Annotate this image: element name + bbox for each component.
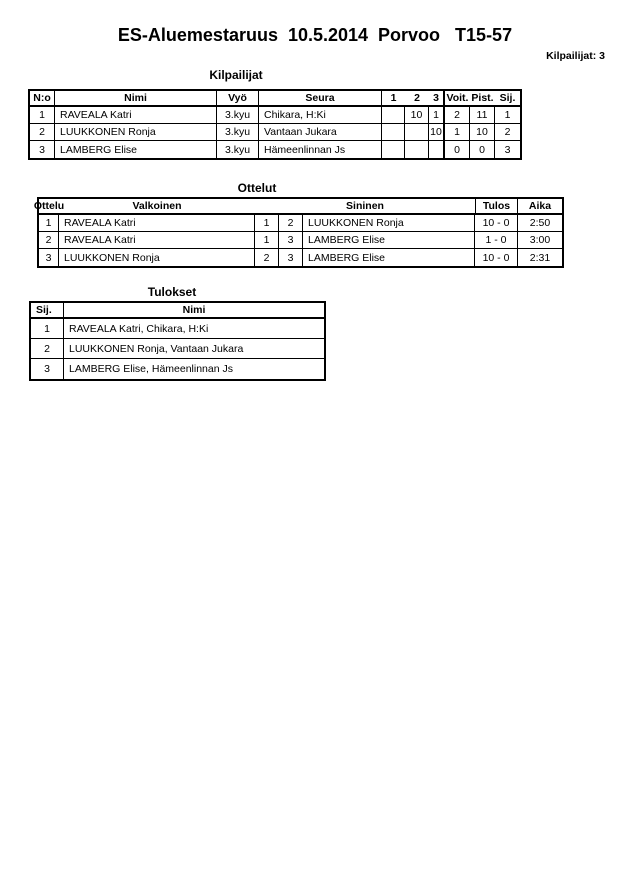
- cell-tulos: 10 - 0: [475, 215, 518, 232]
- cell-nimi: RAVEALA Katri: [55, 107, 217, 124]
- cell-sininen: LUUKKONEN Ronja: [303, 215, 475, 232]
- section-title-kilpailijat: Kilpailijat: [209, 68, 263, 82]
- kilpailijat-table: [28, 89, 522, 160]
- cell-nimi: LAMBERG Elise, Hämeenlinnan Js: [69, 363, 233, 375]
- column-header-sininen: Sininen: [255, 199, 475, 215]
- column-header-aika: Aika: [518, 199, 562, 215]
- ottelut-table: [33, 197, 564, 268]
- cell-pist: 0: [470, 141, 495, 158]
- cell-score-2: [405, 124, 429, 141]
- column-header-sij: Sij.: [495, 91, 520, 107]
- column-header-ottelu-label: Ottelu: [33, 200, 65, 212]
- cell-seura: Chikara, H:Ki: [259, 107, 382, 124]
- cell-seura: Hämeenlinnan Js: [259, 141, 382, 158]
- cell-match-no: 2: [39, 232, 59, 249]
- cell-sij: 2: [495, 124, 520, 141]
- column-header-3: 3: [429, 91, 445, 107]
- cell-sininen-number: 3: [279, 232, 303, 249]
- cell-pist: 10: [470, 124, 495, 141]
- cell-sininen-number: 3: [279, 249, 303, 266]
- cell-aika: 3:00: [518, 232, 562, 249]
- cell-aika: 2:31: [529, 251, 551, 264]
- section-title-tulokset: Tulokset: [147, 285, 197, 299]
- cell-no: 2: [30, 124, 55, 141]
- cell-nimi: LAMBERG Elise: [55, 141, 217, 158]
- cell-vyo: 3.kyu: [217, 124, 259, 141]
- cell-seura: Vantaan Jukara: [259, 124, 382, 141]
- cell-sij: 3: [31, 359, 64, 379]
- cell-nimi: RAVEALA Katri, Chikara, H:Ki: [64, 319, 324, 339]
- cell-valkoinen-number: 2: [255, 249, 279, 266]
- cell-aika: 2:50: [518, 215, 562, 232]
- column-header-nimi: Nimi: [55, 91, 217, 107]
- cell-tulos: 10 - 0: [475, 249, 518, 266]
- cell-voit: 0: [445, 141, 470, 158]
- cell-tulos: 1 - 0: [475, 232, 518, 249]
- section-title-ottelut: Ottelut: [237, 181, 277, 195]
- cell-sininen: LAMBERG Elise: [303, 232, 475, 249]
- column-header-sij: Sij.: [31, 303, 64, 319]
- cell-score-2: [405, 141, 429, 158]
- cell-vyo: 3.kyu: [217, 141, 259, 158]
- column-header-nimi: Nimi: [64, 303, 324, 319]
- cell-nimi: LUUKKONEN Ronja: [55, 124, 217, 141]
- cell-valkoinen-number: 1: [255, 215, 279, 232]
- column-header-no: N:o: [30, 91, 55, 107]
- competitor-count: Kilpailijat: 3: [546, 50, 605, 62]
- cell-valkoinen: RAVEALA Katri: [59, 215, 255, 232]
- cell-sij: 1: [495, 107, 520, 124]
- page-title: ES-Aluemestaruus 10.5.2014 Porvoo T15-57: [117, 25, 513, 45]
- cell-score-1: [382, 124, 405, 141]
- cell-voit: 1: [445, 124, 470, 141]
- cell-valkoinen: RAVEALA Katri: [59, 232, 255, 249]
- cell-score-3: 10: [429, 124, 445, 141]
- cell-no: 1: [30, 107, 55, 124]
- cell-sij: 1: [31, 319, 64, 339]
- cell-match-no: 3: [39, 249, 59, 266]
- cell-sininen-number: 2: [279, 215, 303, 232]
- column-header-valkoinen: Valkoinen: [59, 199, 255, 215]
- cell-valkoinen-number: 1: [255, 232, 279, 249]
- cell-score-3: [429, 141, 445, 158]
- column-header-pist: Pist.: [470, 91, 495, 107]
- column-header-seura: Seura: [259, 91, 382, 107]
- cell-score-1: [382, 141, 405, 158]
- cell-match-no: 1: [39, 215, 59, 232]
- column-header-tulos: Tulos: [475, 199, 518, 215]
- cell-score-1: [382, 107, 405, 124]
- cell-score-3: 1: [429, 107, 445, 124]
- column-header-ottelu: [33, 199, 65, 215]
- cell-score-2: 10: [405, 107, 429, 124]
- cell-sij: 3: [504, 143, 511, 156]
- column-header-voit: Voit.: [445, 91, 470, 107]
- cell-sij: 2: [31, 339, 64, 359]
- column-header-vyo: Vyö: [217, 91, 259, 107]
- cell-nimi: LUUKKONEN Ronja, Vantaan Jukara: [64, 339, 324, 359]
- cell-sininen: LAMBERG Elise: [303, 249, 475, 266]
- cell-valkoinen: LUUKKONEN Ronja: [59, 249, 255, 266]
- cell-vyo: 3.kyu: [217, 107, 259, 124]
- column-header-1: 1: [382, 91, 405, 107]
- column-header-2: 2: [405, 91, 429, 107]
- cell-voit: 2: [445, 107, 470, 124]
- cell-no: 3: [30, 141, 55, 158]
- tulokset-table: [29, 301, 326, 381]
- cell-pist: 11: [470, 107, 495, 124]
